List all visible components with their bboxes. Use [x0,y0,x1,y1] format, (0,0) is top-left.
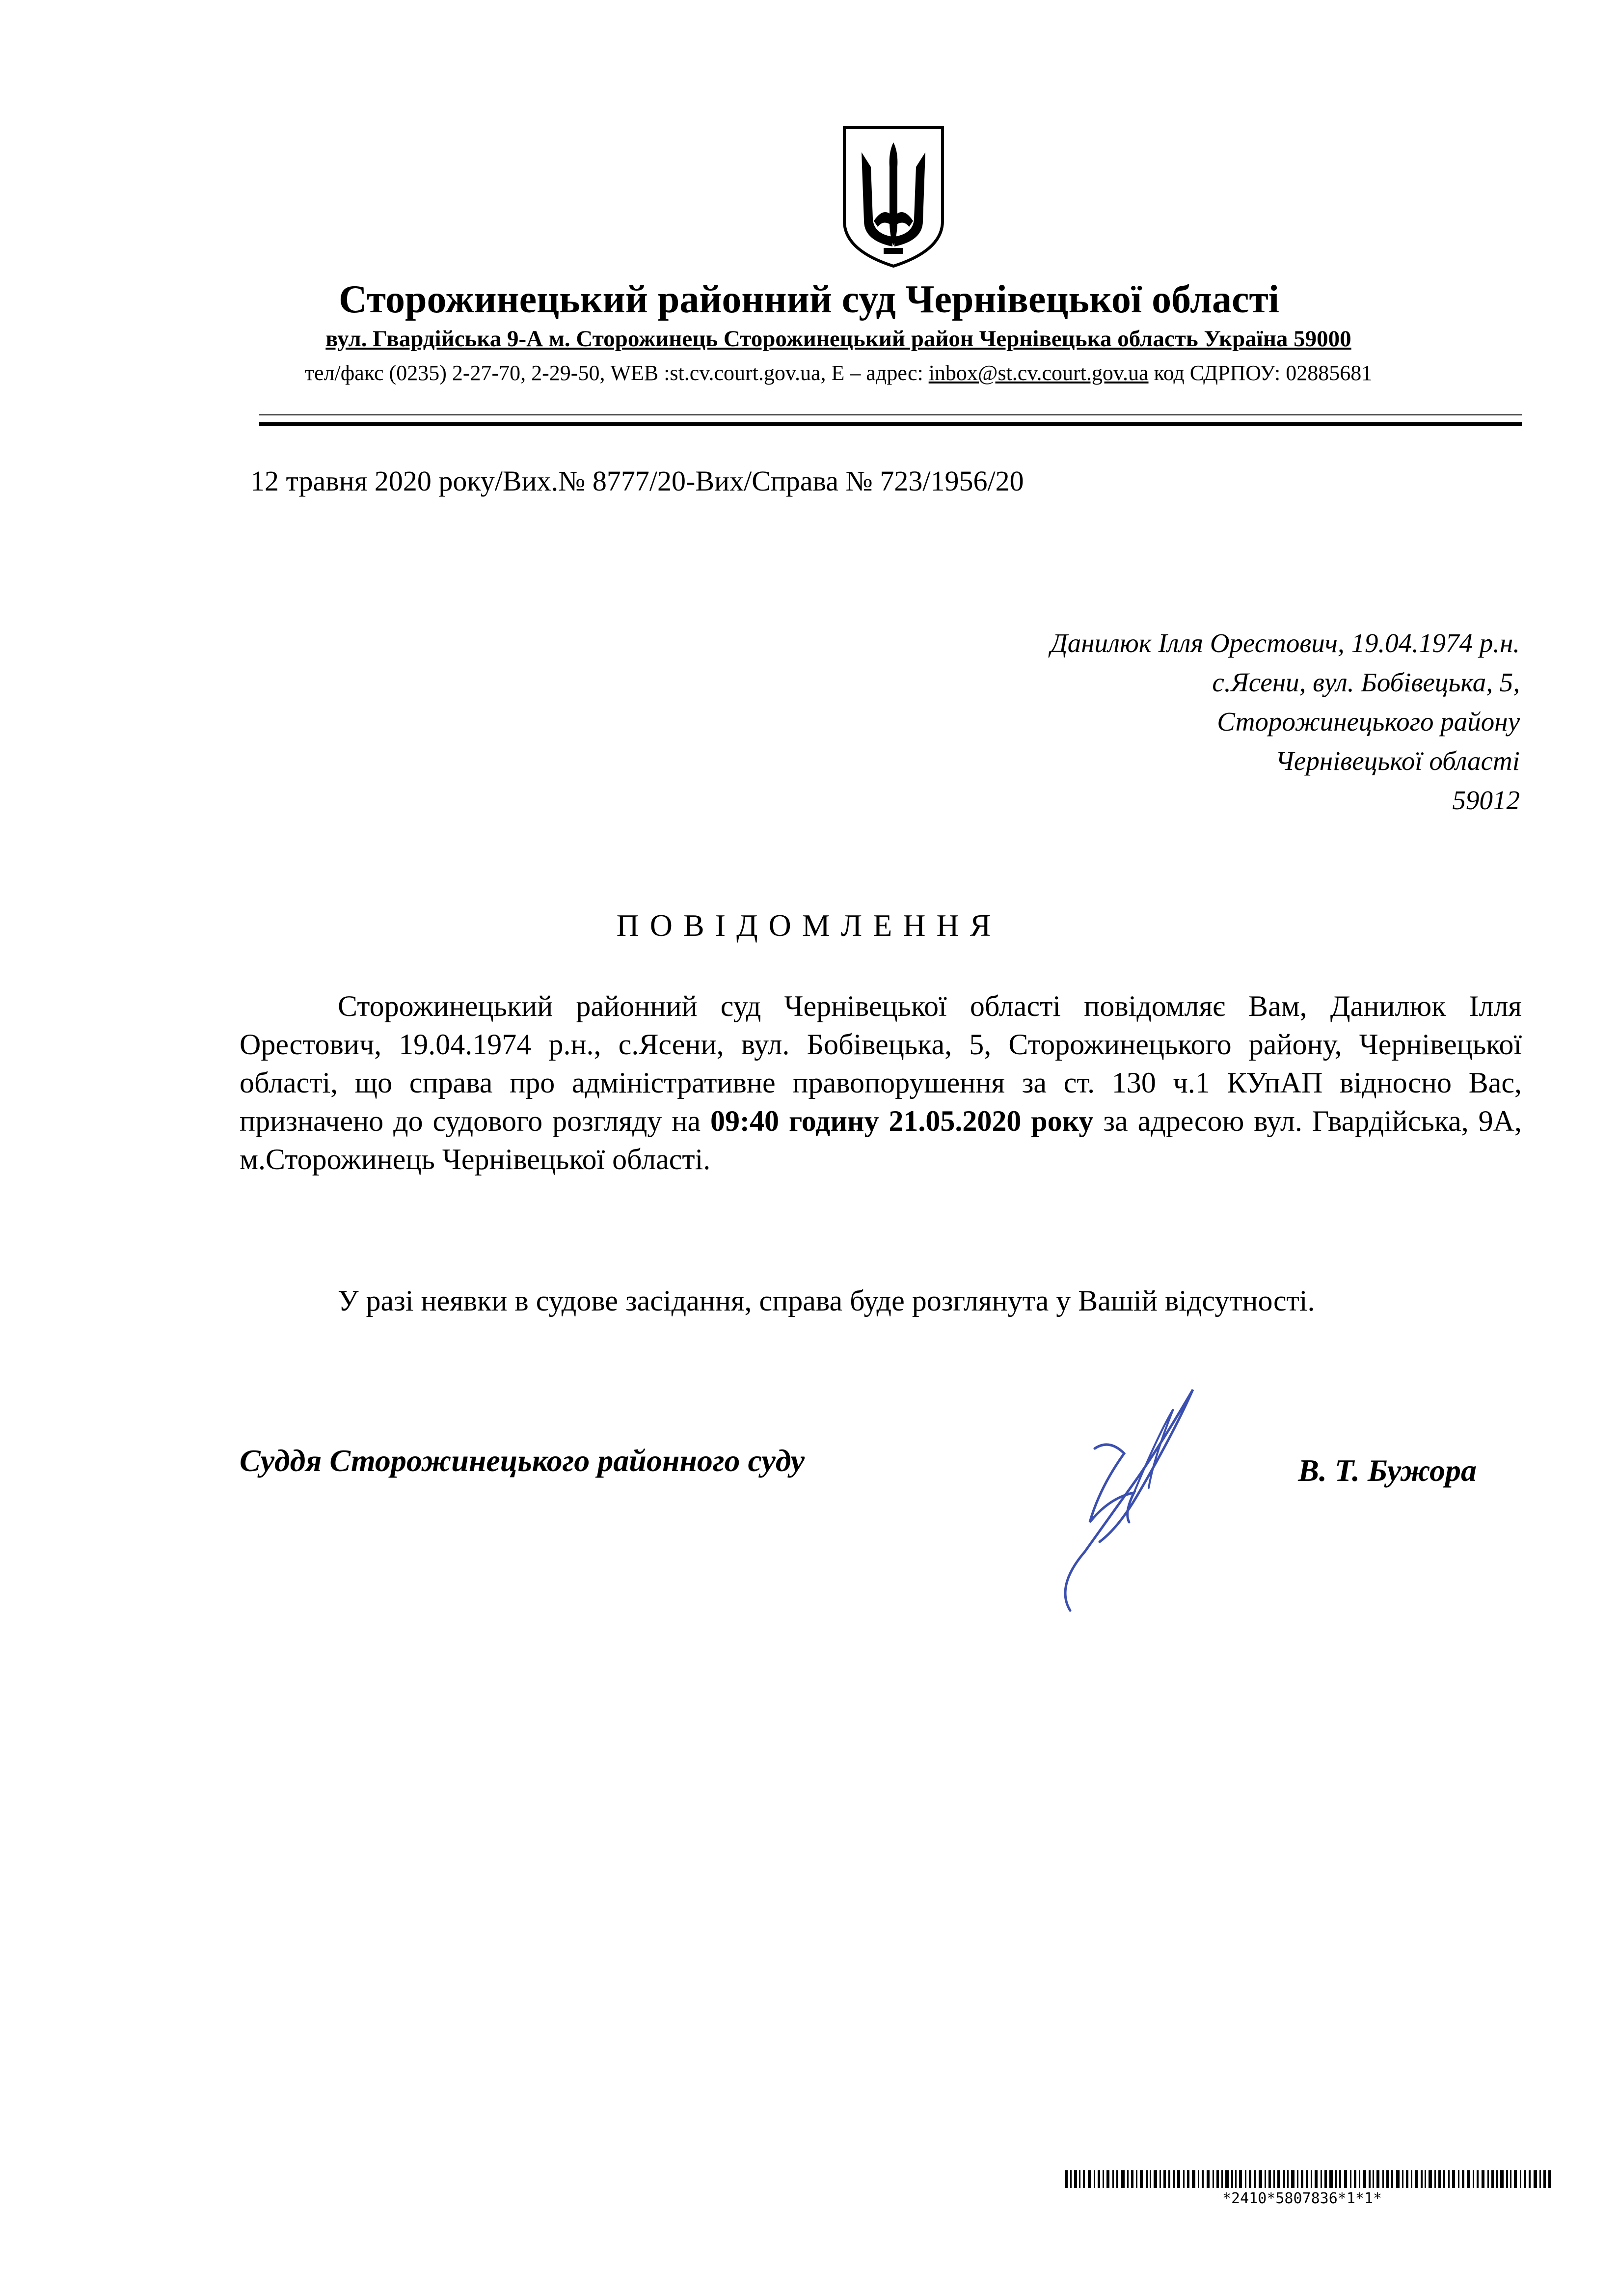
document-title: ПОВІДОМЛЕННЯ [616,908,1002,943]
court-email-link[interactable]: inbox@st.cv.court.gov.ua [928,361,1149,385]
judge-name: В. Т. Бужора [1298,1453,1477,1488]
barcode-number: *2410*5807836*1*1* [1222,2190,1382,2207]
absence-paragraph: У разі неявки в судове засідання, справа буде розглянута у Вашій відсутності. [338,1285,1315,1317]
notice-paragraph [240,987,1522,1178]
recipient-line: Чернівецької області [1275,746,1520,776]
trident-coat-of-arms-icon [835,123,952,270]
recipient-line: 59012 [1452,785,1520,815]
court-name: Сторожинецький районний суд Чернівецької області [338,278,1279,321]
notice-text: Сторожинецький районний суд Чернівецької області повідомляє Вам, Данилюк Ілля Орестович, 19.04.1974 р.н., с.Ясени, вул. Бобівецька, 5, Сторожинецького району, Чернівецької області, що справа про адміністративне правопорушення за ст. 130 ч.1 КУпАП відносно Вас, призначено до судового розгляду на [240,990,1522,1137]
handwritten-signature-icon [1011,1375,1267,1620]
notice-text: за адресою вул. Гвардійська, 9А, м.Сторожинець Чернівецької області. [240,1105,1522,1175]
recipient-line: Сторожинецького району [1217,707,1520,737]
court-contacts [0,358,1618,388]
contacts-suffix: код СДРПОУ: 02885681 [1148,361,1373,385]
recipient-line: с.Ясени, вул. Бобівецька, 5, [1212,667,1520,697]
outgoing-reference: 12 травня 2020 року/Вих.№ 8777/20-Вих/Справа № 723/1956/20 [250,465,1024,497]
hearing-datetime: 09:40 годину 21.05.2020 року [710,1105,1094,1137]
barcode [1065,2170,1551,2188]
recipient-address [1051,624,1520,820]
judge-title: Суддя Сторожинецького районного суду [240,1443,805,1478]
header-rule-thin [259,414,1522,415]
recipient-line: Данилюк Ілля Орестович, 19.04.1974 р.н. [1050,628,1520,658]
contacts-prefix: тел/факс (0235) 2-27-70, 2-29-50, WEB :st.cv.court.gov.ua, E – адрес: [304,361,929,385]
signature-block [240,1439,1477,1507]
header-rule [259,422,1522,426]
court-address: вул. Гвардійська 9-А м. Сторожинець Сторожинецький район Чернівецька область Україна 59000 [325,326,1351,352]
